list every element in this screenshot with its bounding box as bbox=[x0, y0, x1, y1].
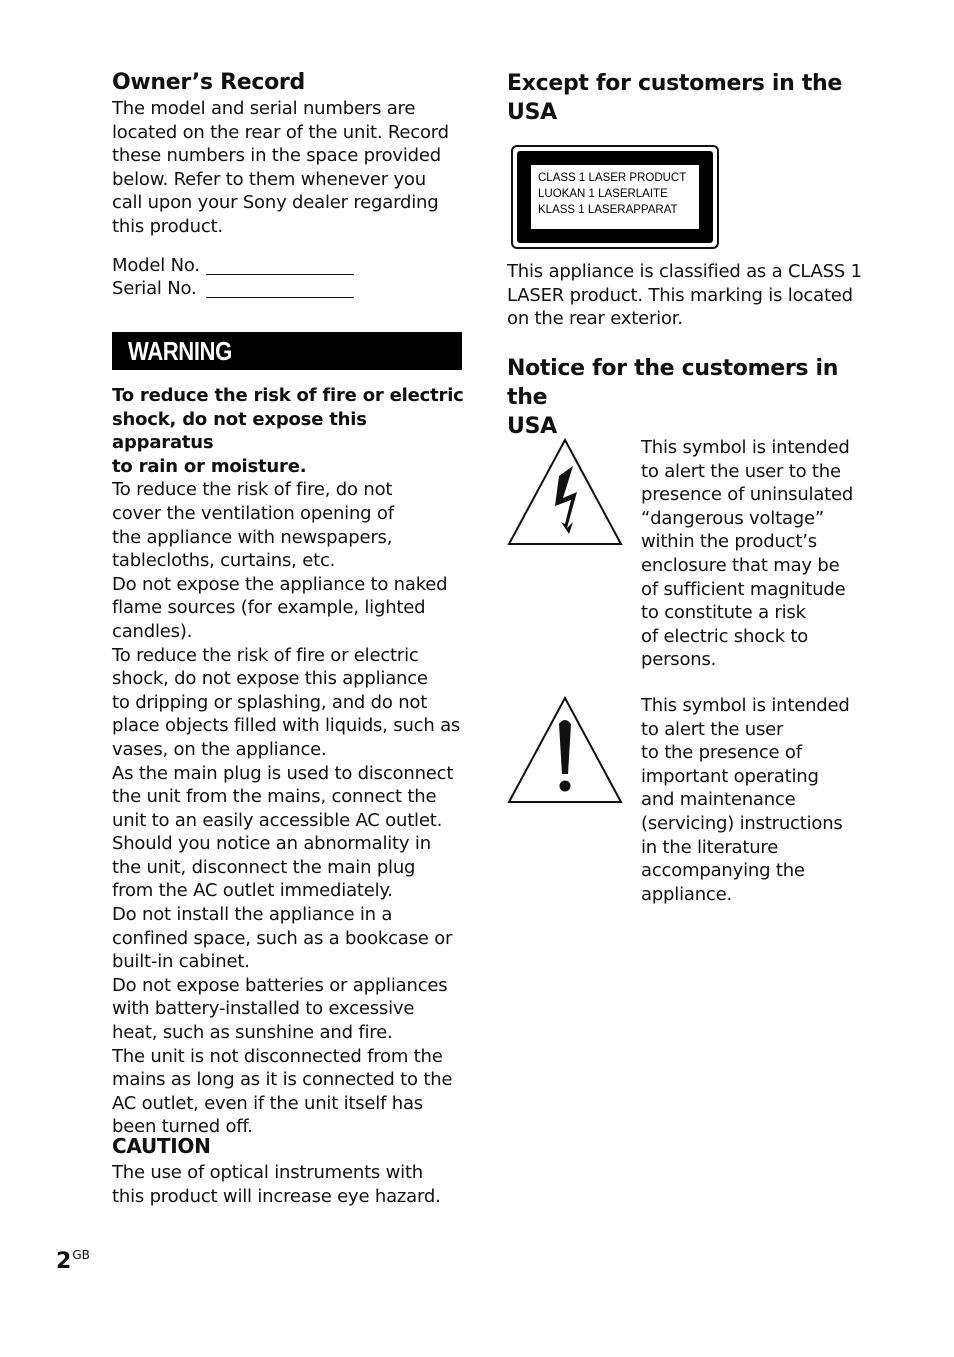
warning-bold-line: to rain or moisture. bbox=[112, 455, 307, 477]
text-line: Do not expose the appliance to naked bbox=[112, 573, 448, 595]
caution-section bbox=[112, 1132, 441, 1208]
text-line: to constitute a risk bbox=[641, 602, 806, 624]
serial-blank-line bbox=[206, 283, 354, 298]
model-label: Model No. bbox=[112, 254, 200, 276]
text-line: to alert the user bbox=[641, 718, 784, 740]
except-usa-heading-line: USA bbox=[507, 100, 557, 125]
exclamation-triangle-icon bbox=[507, 694, 623, 806]
text-line: the appliance with newspapers, bbox=[112, 526, 393, 548]
text-line: presence of uninsulated bbox=[641, 484, 854, 506]
model-row bbox=[112, 252, 354, 276]
text-line: To reduce the risk of fire, do not bbox=[112, 479, 393, 501]
text-line: been turned off. bbox=[112, 1116, 253, 1138]
text-line: Do not install the appliance in a bbox=[112, 904, 393, 926]
text-line: this product will increase eye hazard. bbox=[112, 1185, 441, 1207]
model-blank-line bbox=[206, 260, 354, 275]
text-line: candles). bbox=[112, 620, 193, 642]
record-fields bbox=[112, 252, 354, 299]
notice-usa-heading-line: USA bbox=[507, 414, 557, 439]
text-line: to alert the user to the bbox=[641, 460, 841, 482]
text-line: to the presence of bbox=[641, 742, 802, 764]
text-line: accompanying the bbox=[641, 860, 805, 882]
text-line: As the main plug is used to disconnect bbox=[112, 762, 454, 784]
text-line: these numbers in the space provided bbox=[112, 145, 442, 167]
text-line: from the AC outlet immediately. bbox=[112, 880, 393, 902]
lightning-symbol-row bbox=[507, 436, 853, 672]
text-line: LASER product. This marking is located bbox=[507, 284, 853, 306]
text-line: AC outlet, even if the unit itself has bbox=[112, 1092, 423, 1114]
text-line: call upon your Sony dealer regarding bbox=[112, 192, 439, 214]
notice-usa-heading-line: Notice for the customers in the bbox=[507, 356, 839, 410]
text-line: persons. bbox=[641, 649, 717, 671]
text-line: with battery-installed to excessive bbox=[112, 998, 415, 1020]
text-line: cover the ventilation opening of bbox=[112, 502, 394, 524]
text-line: of electric shock to bbox=[641, 625, 809, 647]
text-line: in the literature bbox=[641, 836, 779, 858]
except-usa-body bbox=[507, 260, 867, 331]
text-line: appliance. bbox=[641, 883, 733, 905]
text-line: “dangerous voltage” bbox=[641, 507, 824, 529]
text-line: shock, do not expose this appliance bbox=[112, 668, 428, 690]
text-line: important operating bbox=[641, 765, 819, 787]
laser-label-line: KLASS 1 LASERAPPARAT bbox=[538, 204, 678, 216]
laser-label-line: CLASS 1 LASER PRODUCT bbox=[538, 172, 687, 184]
warning-banner bbox=[112, 332, 462, 370]
text-line: located on the rear of the unit. Record bbox=[112, 121, 449, 143]
owners-record-body bbox=[112, 97, 449, 239]
except-usa-section bbox=[507, 69, 867, 127]
warning-bold-line: To reduce the risk of fire or electric bbox=[112, 385, 464, 406]
text-line: heat, such as sunshine and fire. bbox=[112, 1022, 393, 1044]
page-number-value: 2 bbox=[56, 1249, 72, 1274]
text-line: (servicing) instructions bbox=[641, 812, 843, 834]
text-line: this product. bbox=[112, 215, 223, 237]
text-line: This symbol is intended bbox=[641, 695, 850, 716]
notice-usa-section bbox=[507, 354, 867, 441]
page-number bbox=[56, 1249, 90, 1274]
text-line: enclosure that may be bbox=[641, 554, 840, 576]
text-line: within the product’s bbox=[641, 531, 817, 553]
text-line: mains as long as it is connected to the bbox=[112, 1069, 453, 1091]
text-line: Should you notice an abnormality in bbox=[112, 833, 431, 855]
text-line: This appliance is classified as a CLASS 1 bbox=[507, 261, 862, 282]
exclamation-symbol-text bbox=[641, 694, 850, 906]
text-line: flame sources (for example, lighted bbox=[112, 597, 426, 619]
except-usa-heading-line: Except for customers in the bbox=[507, 71, 843, 96]
text-line: place objects filled with liquids, such as bbox=[112, 715, 461, 737]
text-line: vases, on the appliance. bbox=[112, 738, 327, 760]
text-line: the unit from the mains, connect the bbox=[112, 786, 437, 808]
text-line: and maintenance bbox=[641, 789, 796, 811]
text-line: Do not expose batteries or appliances bbox=[112, 974, 448, 996]
text-line: tablecloths, curtains, etc. bbox=[112, 550, 336, 572]
laser-label-line: LUOKAN 1 LASERLAITE bbox=[538, 188, 668, 200]
owners-record-section bbox=[112, 68, 449, 239]
caution-heading: CAUTION bbox=[112, 1134, 211, 1158]
text-line: The use of optical instruments with bbox=[112, 1162, 424, 1183]
text-line: This symbol is intended bbox=[641, 437, 850, 458]
serial-label: Serial No. bbox=[112, 278, 197, 300]
exclamation-symbol-row bbox=[507, 694, 850, 906]
warning-body bbox=[112, 384, 472, 1139]
text-line: confined space, such as a bookcase or bbox=[112, 927, 453, 949]
lightning-triangle-icon bbox=[507, 436, 623, 548]
laser-product-label bbox=[511, 145, 719, 249]
text-line: of sufficient magnitude bbox=[641, 578, 846, 600]
text-line: To reduce the risk of fire or electric bbox=[112, 644, 419, 666]
text-line: The unit is not disconnected from the bbox=[112, 1045, 443, 1067]
lightning-symbol-text bbox=[641, 436, 853, 672]
text-line: The model and serial numbers are bbox=[112, 98, 416, 119]
warning-bold-line: shock, do not expose this apparatus bbox=[112, 408, 367, 454]
page-number-suffix: GB bbox=[72, 1248, 90, 1262]
warning-banner-text: WARNING bbox=[128, 335, 232, 366]
text-line: on the rear exterior. bbox=[507, 308, 683, 330]
text-line: built-in cabinet. bbox=[112, 951, 250, 973]
text-line: the unit, disconnect the main plug bbox=[112, 856, 416, 878]
text-line: unit to an easily accessible AC outlet. bbox=[112, 809, 443, 831]
text-line: below. Refer to them whenever you bbox=[112, 168, 426, 190]
text-line: to dripping or splashing, and do not bbox=[112, 691, 428, 713]
owners-record-heading: Owner’s Record bbox=[112, 70, 305, 95]
serial-row bbox=[112, 276, 354, 300]
